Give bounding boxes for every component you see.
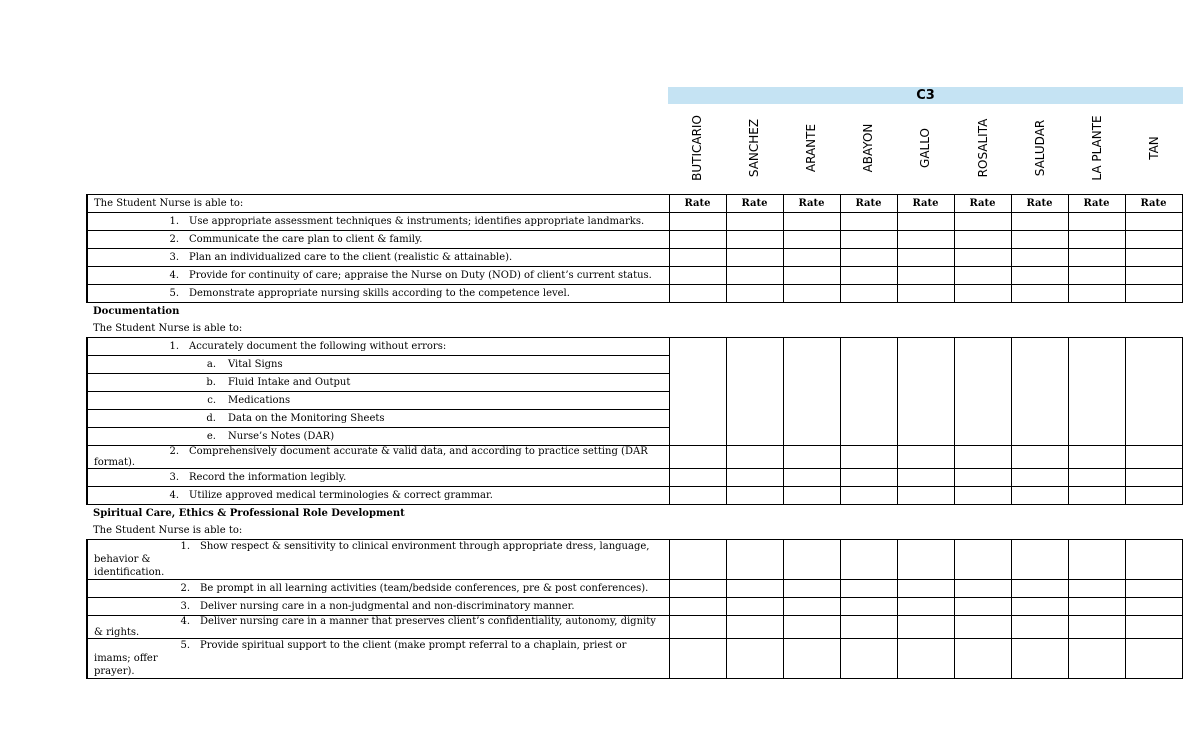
rating-cell[interactable] — [1125, 249, 1182, 267]
table-header-row — [87, 195, 1182, 213]
item-text: Vital Signs — [228, 359, 283, 370]
rating-cell[interactable] — [897, 616, 954, 639]
rating-cell[interactable] — [954, 639, 1011, 679]
item-number: 2. — [169, 446, 179, 457]
rating-cell[interactable] — [897, 580, 954, 598]
section-intro: The Student Nurse is able to: — [93, 525, 243, 536]
item-text: Utilize approved medical terminologies & correct grammar. — [189, 490, 493, 501]
criterion-text — [87, 267, 669, 285]
item-number: e. — [206, 431, 216, 442]
rating-cell[interactable] — [840, 639, 897, 679]
rating-cell[interactable] — [1068, 213, 1125, 231]
student-name — [954, 110, 1011, 185]
criterion-text — [87, 231, 669, 249]
rating-cell[interactable] — [1125, 446, 1182, 469]
item-number: 1. — [169, 216, 179, 227]
rating-cell[interactable] — [783, 469, 840, 487]
section-title: Spiritual Care, Ethics & Professional Role Development — [93, 508, 405, 519]
item-number: d. — [206, 413, 216, 424]
rating-cell[interactable] — [840, 446, 897, 469]
rating-cell[interactable] — [1068, 249, 1125, 267]
rating-cell[interactable] — [897, 639, 954, 679]
rating-cell[interactable] — [1011, 469, 1068, 487]
rating-cell[interactable] — [840, 540, 897, 580]
rate-header-cell: Rate — [783, 195, 840, 213]
rating-cell[interactable] — [783, 540, 840, 580]
rating-cell[interactable] — [1011, 338, 1068, 446]
student-name-label: ARANTE — [803, 123, 818, 172]
rating-cell[interactable] — [726, 598, 783, 616]
criterion-text — [87, 195, 669, 213]
rating-cell[interactable] — [669, 338, 726, 446]
student-name — [782, 110, 839, 185]
criterion-text — [87, 356, 669, 374]
section-title-row — [87, 303, 1182, 321]
rating-cell[interactable] — [954, 338, 1011, 446]
criterion-text — [87, 410, 669, 428]
item-number: 4. — [169, 270, 179, 281]
rating-cell[interactable] — [669, 231, 726, 249]
rating-cell[interactable] — [726, 285, 783, 303]
rating-cell[interactable] — [1068, 540, 1125, 580]
item-text-continued: identification. — [94, 567, 165, 578]
student-name — [1068, 110, 1125, 185]
criterion-text — [87, 598, 669, 616]
rating-cell[interactable] — [897, 249, 954, 267]
item-number: c. — [207, 395, 216, 406]
item-number: a. — [206, 359, 216, 370]
criterion-row — [87, 487, 1182, 505]
rating-cell[interactable] — [1011, 580, 1068, 598]
rating-cell[interactable] — [783, 285, 840, 303]
rating-cell[interactable] — [1011, 213, 1068, 231]
rating-cell[interactable] — [954, 446, 1011, 469]
rating-cell[interactable] — [954, 598, 1011, 616]
criterion-text — [87, 213, 669, 231]
rating-cell[interactable] — [726, 446, 783, 469]
rating-cell[interactable] — [783, 487, 840, 505]
rating-cell[interactable] — [954, 249, 1011, 267]
rating-cell[interactable] — [783, 249, 840, 267]
rating-cell[interactable] — [1125, 487, 1182, 505]
rating-cell[interactable] — [840, 213, 897, 231]
criterion-text — [87, 285, 669, 303]
rating-cell[interactable] — [669, 249, 726, 267]
rating-cell[interactable] — [1125, 616, 1182, 639]
rating-cell[interactable] — [897, 213, 954, 231]
rating-cell[interactable] — [1068, 487, 1125, 505]
rating-cell[interactable] — [954, 469, 1011, 487]
rating-cell[interactable] — [1125, 231, 1182, 249]
criterion-text — [87, 487, 669, 505]
rating-cell[interactable] — [897, 267, 954, 285]
rating-cell[interactable] — [840, 249, 897, 267]
item-number: 5. — [180, 640, 190, 651]
rate-header-cell: Rate — [954, 195, 1011, 213]
student-name-label: TAN — [1147, 135, 1162, 160]
item-number: 4. — [180, 616, 190, 627]
rating-cell[interactable] — [954, 487, 1011, 505]
student-name — [840, 110, 897, 185]
rating-cell[interactable] — [1011, 231, 1068, 249]
rate-header-cell: Rate — [669, 195, 726, 213]
rating-cell[interactable] — [669, 616, 726, 639]
item-text: Plan an individualized care to the client (realistic & attainable). — [189, 252, 513, 263]
rating-cell[interactable] — [1125, 213, 1182, 231]
item-number: 2. — [169, 234, 179, 245]
section-title: Documentation — [93, 306, 180, 317]
rating-cell[interactable] — [954, 580, 1011, 598]
rating-cell[interactable] — [783, 231, 840, 249]
rating-cell[interactable] — [840, 231, 897, 249]
rating-cell[interactable] — [1068, 285, 1125, 303]
item-text: Demonstrate appropriate nursing skills according to the competence level. — [189, 288, 570, 299]
criterion-row — [87, 338, 1182, 356]
item-text: Accurately document the following without errors: — [189, 341, 447, 352]
criterion-row — [87, 580, 1182, 598]
criterion-text — [87, 469, 669, 487]
rating-cell[interactable] — [783, 267, 840, 285]
item-text-continued: prayer). — [94, 666, 135, 677]
item-number: 1. — [169, 341, 179, 352]
criterion-text — [87, 428, 669, 446]
item-number: 2. — [180, 583, 190, 594]
rating-cell[interactable] — [783, 446, 840, 469]
rating-cell[interactable] — [669, 285, 726, 303]
rating-cell[interactable] — [1068, 639, 1125, 679]
criterion-row — [87, 231, 1182, 249]
item-number: 5. — [169, 288, 179, 299]
criterion-row — [87, 249, 1182, 267]
rating-cell[interactable] — [840, 580, 897, 598]
rating-cell[interactable] — [669, 446, 726, 469]
rate-header-cell: Rate — [1125, 195, 1182, 213]
rating-cell[interactable] — [783, 639, 840, 679]
rating-cell[interactable] — [1011, 540, 1068, 580]
rating-cell[interactable] — [783, 616, 840, 639]
item-text: Deliver nursing care in a non-judgmental and non-discriminatory manner. — [200, 601, 575, 612]
section-intro: The Student Nurse is able to: — [93, 323, 243, 334]
rating-cell[interactable] — [1068, 580, 1125, 598]
group-label: C3 — [916, 88, 935, 103]
rating-cell[interactable] — [726, 213, 783, 231]
rating-cell[interactable] — [669, 540, 726, 580]
rating-cell[interactable] — [726, 469, 783, 487]
rating-cell[interactable] — [1125, 540, 1182, 580]
rating-cell[interactable] — [897, 598, 954, 616]
rating-cell[interactable] — [840, 616, 897, 639]
rating-cell[interactable] — [897, 338, 954, 446]
rating-cell[interactable] — [669, 639, 726, 679]
rating-cell[interactable] — [954, 267, 1011, 285]
student-name-label: SALUDAR — [1032, 119, 1047, 176]
criterion-text — [87, 616, 669, 639]
rating-cell[interactable] — [1011, 267, 1068, 285]
rating-cell[interactable] — [897, 469, 954, 487]
rating-cell[interactable] — [1068, 616, 1125, 639]
criterion-row — [87, 267, 1182, 285]
criterion-text — [87, 446, 669, 469]
item-text: Show respect & sensitivity to clinical environment through appropriate dress, language, behavior & — [94, 541, 650, 565]
rating-cell[interactable] — [840, 267, 897, 285]
rate-header-cell: Rate — [897, 195, 954, 213]
rating-cell[interactable] — [1068, 231, 1125, 249]
rating-cell[interactable] — [726, 540, 783, 580]
rating-cell[interactable] — [1068, 338, 1125, 446]
rating-cell[interactable] — [726, 249, 783, 267]
rating-cell[interactable] — [840, 469, 897, 487]
rating-cell[interactable] — [669, 213, 726, 231]
item-text: Use appropriate assessment techniques & instruments; identifies appropriate landmarks. — [189, 216, 645, 227]
section-intro-row — [87, 320, 1182, 338]
rating-cell[interactable] — [1068, 598, 1125, 616]
student-name — [897, 110, 954, 185]
rating-cell[interactable] — [726, 231, 783, 249]
criterion-row — [87, 213, 1182, 231]
criterion-text — [87, 392, 669, 410]
item-number: 4. — [169, 490, 179, 501]
item-number: 3. — [169, 472, 179, 483]
student-name — [1126, 110, 1183, 185]
rating-cell[interactable] — [897, 540, 954, 580]
criterion-text — [87, 639, 669, 679]
item-number: 3. — [180, 601, 190, 612]
item-text: Record the information legibly. — [189, 472, 347, 483]
item-text: Be prompt in all learning activities (team/bedside conferences, pre & post conferences). — [200, 583, 649, 594]
rating-cell[interactable] — [954, 616, 1011, 639]
rating-cell[interactable] — [1125, 598, 1182, 616]
rate-header-cell: Rate — [840, 195, 897, 213]
criterion-row — [87, 639, 1182, 679]
item-number: 3. — [169, 252, 179, 263]
rating-cell[interactable] — [783, 580, 840, 598]
rating-cell[interactable] — [783, 338, 840, 446]
rating-cell[interactable] — [1068, 469, 1125, 487]
group-header — [668, 87, 1183, 104]
rating-cell[interactable] — [1125, 469, 1182, 487]
rating-cell[interactable] — [897, 446, 954, 469]
rating-cell[interactable] — [1011, 616, 1068, 639]
student-name — [1011, 110, 1068, 185]
rating-cell[interactable] — [1068, 446, 1125, 469]
evaluation-table — [86, 194, 1183, 679]
student-name-label: GALLO — [918, 127, 933, 168]
criterion-text — [87, 374, 669, 392]
rating-cell[interactable] — [954, 231, 1011, 249]
criterion-text — [87, 249, 669, 267]
section-title-row — [87, 505, 1182, 523]
rating-cell[interactable] — [669, 580, 726, 598]
rating-cell[interactable] — [1125, 639, 1182, 679]
rating-cell[interactable] — [897, 231, 954, 249]
criterion-text — [87, 540, 669, 580]
rating-cell[interactable] — [1011, 487, 1068, 505]
rating-cell[interactable] — [669, 267, 726, 285]
rating-cell[interactable] — [1068, 267, 1125, 285]
rate-header-cell: Rate — [1068, 195, 1125, 213]
rating-cell[interactable] — [1011, 249, 1068, 267]
rating-cell[interactable] — [726, 338, 783, 446]
criterion-row — [87, 469, 1182, 487]
rate-header-cell: Rate — [1011, 195, 1068, 213]
item-number: b. — [206, 377, 216, 388]
student-name — [668, 110, 725, 185]
student-name-label: BUTICARIO — [689, 114, 704, 181]
rating-cell[interactable] — [726, 639, 783, 679]
rating-cell[interactable] — [897, 487, 954, 505]
criterion-text — [87, 338, 669, 356]
criterion-row — [87, 285, 1182, 303]
item-text: Comprehensively document accurate & valid data, and according to practice setting (DAR format). — [94, 446, 648, 468]
rating-cell[interactable] — [840, 338, 897, 446]
rating-cell[interactable] — [669, 598, 726, 616]
rating-cell[interactable] — [954, 285, 1011, 303]
item-text: Deliver nursing care in a manner that preserves client’s confidentiality, autonomy, dignity & rights. — [94, 616, 656, 638]
rating-cell[interactable] — [783, 598, 840, 616]
criterion-row — [87, 616, 1182, 639]
rating-cell[interactable] — [1011, 446, 1068, 469]
student-name — [725, 110, 782, 185]
item-text: Provide for continuity of care; appraise the Nurse on Duty (NOD) of client’s current status. — [189, 270, 652, 281]
student-name-label: SANCHEZ — [746, 118, 761, 177]
student-name-label: ROSALITA — [975, 118, 990, 177]
rating-cell[interactable] — [1125, 285, 1182, 303]
rating-cell[interactable] — [1011, 639, 1068, 679]
section-intro: The Student Nurse is able to: — [94, 198, 244, 209]
criterion-text — [87, 580, 669, 598]
rating-cell[interactable] — [669, 487, 726, 505]
rating-cell[interactable] — [897, 285, 954, 303]
criterion-row — [87, 540, 1182, 580]
rating-cell[interactable] — [726, 580, 783, 598]
item-text: Communicate the care plan to client & family. — [189, 234, 423, 245]
item-text: Nurse’s Notes (DAR) — [228, 431, 335, 442]
item-text: Data on the Monitoring Sheets — [228, 413, 385, 424]
item-number: 1. — [180, 541, 190, 552]
item-text: Fluid Intake and Output — [228, 377, 351, 388]
rating-cell[interactable] — [840, 598, 897, 616]
student-name-label: ABAYON — [861, 123, 876, 172]
rating-cell[interactable] — [1125, 267, 1182, 285]
item-text: Provide spiritual support to the client (make prompt referral to a chaplain, priest or imams; offer — [94, 640, 627, 664]
rating-cell[interactable] — [1125, 338, 1182, 446]
rating-cell[interactable] — [1011, 598, 1068, 616]
rating-cell[interactable] — [954, 213, 1011, 231]
rating-cell[interactable] — [726, 616, 783, 639]
rate-header-cell: Rate — [726, 195, 783, 213]
rating-cell[interactable] — [1125, 580, 1182, 598]
rating-cell[interactable] — [726, 267, 783, 285]
student-name-label: LA PLANTE — [1089, 114, 1104, 181]
criterion-row — [87, 598, 1182, 616]
section-intro-row — [87, 522, 1182, 540]
rating-cell[interactable] — [840, 285, 897, 303]
rating-cell[interactable] — [954, 540, 1011, 580]
rating-cell[interactable] — [783, 213, 840, 231]
criterion-row — [87, 446, 1182, 469]
rating-cell[interactable] — [669, 469, 726, 487]
item-text: Medications — [228, 395, 291, 406]
rating-cell[interactable] — [840, 487, 897, 505]
rating-cell[interactable] — [1011, 285, 1068, 303]
rating-cell[interactable] — [726, 487, 783, 505]
